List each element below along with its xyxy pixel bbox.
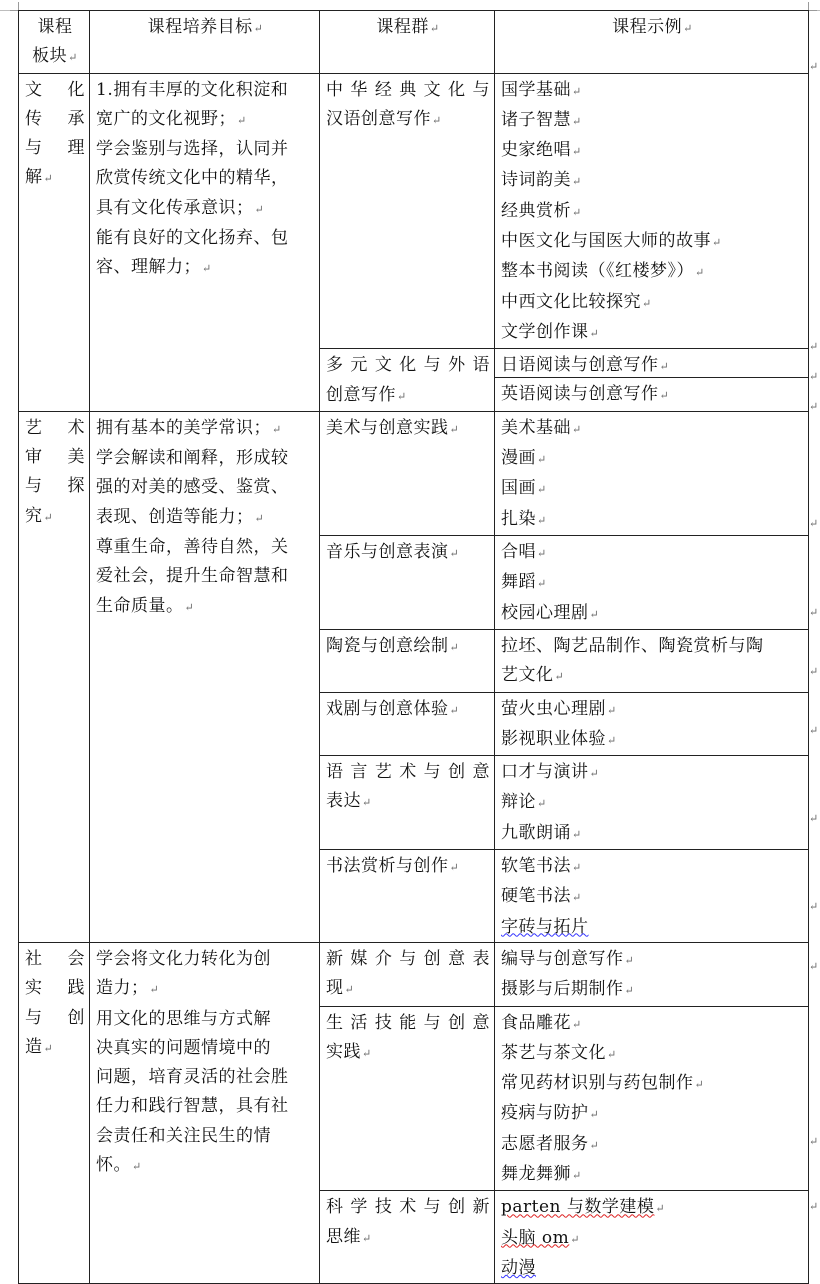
example-cell: [495, 850, 809, 943]
paragraph-mark: ↵: [683, 22, 693, 35]
paragraph-mark: ↵: [572, 891, 582, 905]
row-end-mark: ↵: [809, 370, 819, 383]
goal-line: 欣赏传统文化中的精华，: [96, 168, 289, 189]
paragraph-mark: ↵: [537, 453, 547, 467]
example-subcell: [495, 378, 808, 410]
paragraph-mark: ↵: [253, 22, 264, 35]
goal-line: 用文化的思维与方式解: [96, 1008, 271, 1029]
example-item: 硬笔书法: [501, 886, 571, 907]
group-cell: [320, 349, 495, 412]
paragraph-mark: ↵: [397, 389, 407, 403]
paragraph-mark: ↵: [589, 1108, 600, 1122]
paragraph-mark: ↵: [362, 1231, 372, 1245]
goal-line: 1.拥有丰厚的文化积淀和: [96, 79, 289, 100]
paragraph-mark: ↵: [149, 983, 160, 997]
paragraph-mark: ↵: [537, 797, 547, 811]
group-cell: [320, 850, 495, 943]
example-item: 常见药材识别与药包制作: [501, 1073, 694, 1094]
paragraph-mark: ↵: [624, 984, 635, 998]
paragraph-mark: ↵: [237, 113, 247, 127]
paragraph-mark: ↵: [572, 827, 582, 841]
group-cell: [320, 629, 495, 692]
goal-line: 尊重生命，善待自然，关: [96, 537, 289, 558]
example-item: 校园心理剧: [501, 602, 589, 623]
paragraph-mark: ↵: [449, 422, 460, 436]
row-end-mark: ↵: [809, 1200, 819, 1213]
paragraph-mark: ↵: [589, 326, 600, 340]
goal-line: 怀。: [96, 1154, 131, 1175]
paragraph-mark: ↵: [607, 1047, 617, 1061]
example-item: 动漫: [501, 1257, 536, 1278]
goal-line: 具有文化传承意识；: [96, 197, 254, 218]
example-item: 经典赏析: [501, 200, 571, 221]
module-cell: [19, 942, 90, 1283]
group-line: 实践: [326, 1041, 361, 1062]
paragraph-mark: ↵: [589, 1138, 600, 1152]
row-end-mark: ↵: [809, 60, 819, 73]
row-end-mark: ↵: [809, 517, 819, 530]
example-item: 合唱: [501, 542, 536, 563]
paragraph-mark: ↵: [362, 796, 372, 810]
paragraph-mark: ↵: [655, 1202, 666, 1216]
paragraph-mark: ↵: [712, 236, 722, 250]
row-end-mark: ↵: [809, 340, 819, 353]
module-cell: [19, 73, 90, 411]
paragraph-mark: ↵: [659, 389, 670, 403]
paragraph-mark: ↵: [607, 703, 617, 717]
header-example-label: 课程示例: [612, 17, 683, 37]
group-line: 音乐与创意表演: [326, 542, 449, 563]
goal-line: 学会解读和阐释，形成较: [96, 448, 289, 469]
paragraph-mark: ↵: [589, 767, 600, 781]
group-line: 生活技能与创意: [326, 1012, 490, 1033]
paragraph-mark: ↵: [572, 175, 582, 189]
goal-line: 强的对美的感受、鉴赏、: [96, 477, 289, 498]
group-line: 新媒介与创意表: [326, 948, 490, 969]
example-item: 漫画: [501, 448, 536, 469]
paragraph-mark: ↵: [43, 1041, 54, 1055]
goal-line: 宽广的文化视野；: [96, 108, 236, 129]
row-end-mark: ↵: [809, 960, 819, 973]
example-item: 软笔书法: [501, 856, 571, 877]
goal-line: 拥有基本的美学常识；: [96, 417, 271, 438]
paragraph-mark: ↵: [572, 84, 582, 98]
paragraph-mark: ↵: [589, 607, 600, 621]
header-goal: [90, 11, 320, 74]
example-item: parten 与数学建模: [501, 1197, 655, 1218]
paragraph-mark: ↵: [659, 360, 670, 374]
goal-cell: [90, 942, 320, 1283]
example-item: 日语阅读与创意写作: [501, 355, 659, 376]
group-line: 书法赏析与创作: [326, 856, 449, 877]
example-cell: [495, 536, 809, 630]
group-cell: [320, 942, 495, 1006]
example-subcell: [495, 349, 808, 378]
row-end-mark: ↵: [809, 400, 819, 413]
table-row: [19, 411, 809, 535]
module-line: 与 创: [25, 1007, 85, 1028]
example-item: 编导与创意写作: [501, 948, 624, 969]
header-module-line: 板块: [32, 46, 68, 67]
goal-line: 爱社会，提升生命智慧和: [96, 566, 289, 587]
group-line: 表达: [326, 791, 361, 812]
module-line: 与 理: [25, 138, 85, 159]
goal-line: 容、理解力；: [96, 257, 201, 278]
header-group: [320, 11, 495, 74]
example-item: 萤火虫心理剧: [501, 698, 606, 719]
paragraph-mark: ↵: [254, 511, 265, 525]
example-item: 史家绝唱: [501, 140, 571, 161]
example-item: 拉坯、陶艺品制作、陶瓷赏析与陶: [501, 635, 764, 656]
paragraph-mark: ↵: [344, 983, 355, 997]
example-cell: [495, 756, 809, 850]
table-row: [19, 73, 809, 349]
example-item: 摄影与后期制作: [501, 979, 624, 1000]
example-item: 英语阅读与创意写作: [501, 384, 659, 405]
paragraph-mark: ↵: [695, 266, 705, 280]
paragraph-mark: ↵: [202, 262, 212, 276]
goal-line: 生命质量。: [96, 595, 184, 616]
example-item: 中西文化比较探究: [501, 291, 641, 312]
group-line: 多元文化与外语: [326, 355, 490, 376]
header-row: [19, 11, 809, 74]
goal-line: 会责任和关注民生的情: [96, 1125, 271, 1146]
example-item: 国学基础: [501, 79, 571, 100]
paragraph-mark: ↵: [449, 861, 460, 875]
group-cell: [320, 692, 495, 756]
module-line: 社 会: [25, 948, 85, 969]
group-cell: [320, 1191, 495, 1284]
goal-line: 学会将文化力转化为创: [96, 948, 271, 969]
example-cell: [495, 349, 809, 412]
paragraph-mark: ↵: [572, 145, 582, 159]
paragraph-mark: ↵: [272, 422, 282, 436]
row-end-mark: ↵: [809, 1135, 819, 1148]
group-line: 汉语创意写作: [326, 108, 431, 129]
goal-cell: [90, 73, 320, 411]
header-group-label: 课程群: [376, 17, 429, 37]
header-module-line: 课程: [37, 17, 73, 37]
example-item: 中医文化与国医大师的故事: [501, 231, 711, 252]
module-line: 解: [25, 167, 43, 188]
example-item: 字砖与拓片: [501, 916, 589, 937]
paragraph-mark: ↵: [432, 113, 442, 127]
example-item: 整本书阅读（《红楼梦》）: [501, 261, 694, 282]
paragraph-mark: ↵: [184, 600, 195, 614]
paragraph-mark: ↵: [607, 733, 617, 747]
header-module: [19, 11, 90, 74]
curriculum-table: [18, 10, 809, 1284]
paragraph-mark: ↵: [572, 205, 582, 219]
example-item: 文学创作课: [501, 321, 589, 342]
paragraph-mark: ↵: [570, 1232, 580, 1246]
paragraph-mark: ↵: [572, 1168, 582, 1182]
group-cell: [320, 756, 495, 850]
paragraph-mark: ↵: [537, 577, 547, 591]
module-cell: [19, 411, 90, 942]
paragraph-mark: ↵: [362, 1046, 372, 1060]
example-item: 影视职业体验: [501, 728, 606, 749]
example-cell: [495, 692, 809, 756]
example-item: 口才与演讲: [501, 762, 589, 783]
group-line: 现: [326, 978, 344, 999]
paragraph-mark: ↵: [572, 422, 582, 436]
example-cell: [495, 1191, 809, 1284]
goal-line: 能有良好的文化扬弃、包: [96, 228, 289, 249]
module-line: 与 探: [25, 476, 85, 497]
crop-mark-right: [808, 2, 817, 11]
row-end-mark: ↵: [809, 812, 819, 825]
row-end-mark: ↵: [809, 724, 819, 737]
paragraph-mark: ↵: [537, 483, 547, 497]
example-item: 辩论: [501, 792, 536, 813]
example-item: 诗词韵美: [501, 170, 571, 191]
goal-cell: [90, 411, 320, 942]
group-line: 创意写作: [326, 384, 396, 405]
header-goal-label: 课程培养目标: [147, 17, 253, 37]
row-end-mark: ↵: [809, 665, 819, 678]
row-end-mark: ↵: [809, 900, 819, 913]
module-line: 实 践: [25, 978, 85, 999]
group-line: 中华经典文化与: [326, 79, 490, 100]
example-item: 茶艺与茶文化: [501, 1042, 606, 1063]
group-line: 戏剧与创意体验: [326, 698, 449, 719]
example-cell: [495, 1006, 809, 1191]
example-item: 九歌朗诵: [501, 822, 571, 843]
example-item: 国画: [501, 478, 536, 499]
example-item: 食品雕花: [501, 1012, 571, 1033]
module-line: 艺 术: [25, 417, 85, 438]
goal-line: 问题，培育灵活的社会胜: [96, 1067, 289, 1088]
paragraph-mark: ↵: [624, 953, 635, 967]
header-example: [495, 11, 809, 74]
group-line: 思维: [326, 1226, 361, 1247]
paragraph-mark: ↵: [449, 703, 460, 717]
group-line: 陶瓷与创意绘制: [326, 635, 449, 656]
paragraph-mark: ↵: [132, 1159, 142, 1173]
paragraph-mark: ↵: [642, 296, 652, 310]
example-item: 扎染: [501, 508, 536, 529]
goal-line: 造力；: [96, 978, 149, 999]
paragraph-mark: ↵: [572, 1017, 582, 1031]
goal-line: 决真实的问题情境中的: [96, 1037, 271, 1058]
paragraph-mark: ↵: [554, 670, 565, 684]
example-item: 舞龙舞狮: [501, 1163, 571, 1184]
example-item: 艺文化: [501, 665, 554, 686]
example-item: 疫病与防护: [501, 1103, 589, 1124]
paragraph-mark: ↵: [43, 172, 54, 186]
goal-line: 表现、创造等能力；: [96, 506, 254, 527]
paragraph-mark: ↵: [572, 114, 582, 128]
paragraph-mark: ↵: [68, 51, 78, 65]
example-cell: [495, 942, 809, 1006]
module-line: 究: [25, 505, 43, 526]
example-cell: [495, 629, 809, 692]
paragraph-mark: ↵: [537, 513, 547, 527]
group-cell: [320, 536, 495, 630]
goal-line: 学会鉴别与选择，认同并: [96, 139, 289, 160]
example-item: 舞蹈: [501, 572, 536, 593]
example-item: 头脑 om: [501, 1227, 570, 1248]
module-line: 造: [25, 1036, 43, 1057]
module-line: 文 化: [25, 79, 85, 100]
table-row: [19, 942, 809, 1006]
example-item: 诸子智慧: [501, 109, 571, 130]
group-line: 科学技术与创新: [326, 1197, 490, 1218]
group-cell: [320, 411, 495, 535]
example-item: 志愿者服务: [501, 1133, 589, 1154]
paragraph-mark: ↵: [537, 547, 547, 561]
group-cell: [320, 73, 495, 349]
row-end-mark: ↵: [809, 606, 819, 619]
paragraph-mark: ↵: [694, 1078, 705, 1092]
example-cell: [495, 73, 809, 349]
paragraph-mark: ↵: [572, 861, 582, 875]
paragraph-mark: ↵: [449, 640, 460, 654]
paragraph-mark: ↵: [429, 22, 440, 35]
group-line: 语言艺术与创意: [326, 762, 490, 783]
example-item: 美术基础: [501, 417, 571, 438]
module-line: 传 承: [25, 108, 85, 129]
goal-line: 任力和践行智慧，具有社: [96, 1096, 289, 1117]
paragraph-mark: ↵: [43, 510, 54, 524]
paragraph-mark: ↵: [254, 202, 265, 216]
paragraph-mark: ↵: [449, 547, 460, 561]
module-line: 审 美: [25, 447, 85, 468]
example-cell: [495, 411, 809, 535]
group-line: 美术与创意实践: [326, 417, 449, 438]
group-cell: [320, 1006, 495, 1191]
